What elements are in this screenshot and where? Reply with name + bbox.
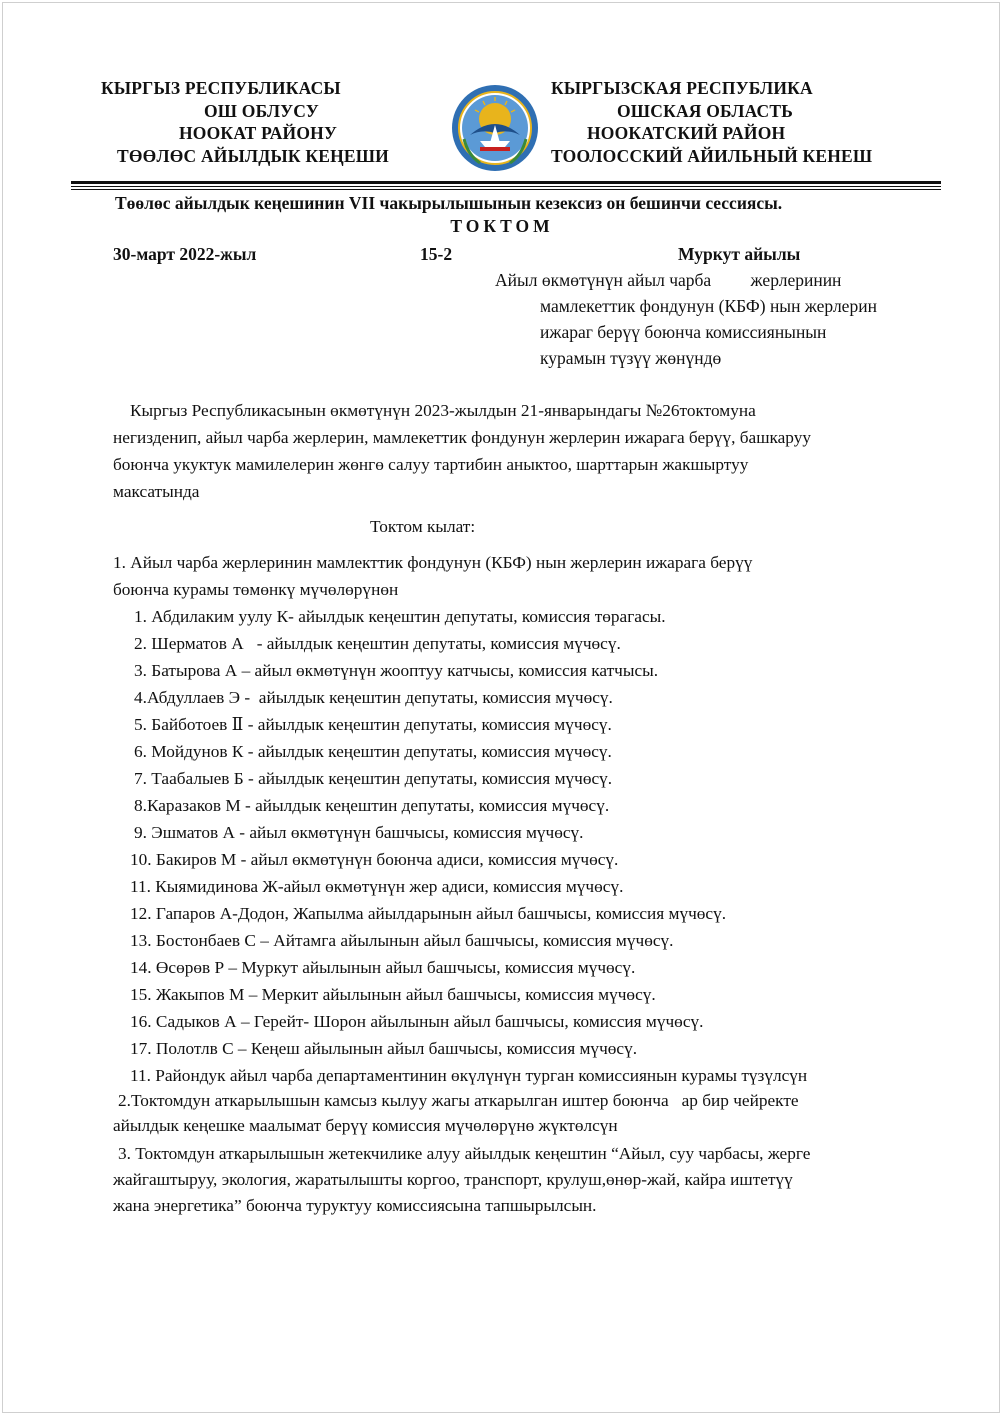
- member-item: 1. Абдилаким уулу К- айылдык кеңештин депутаты, комиссия төрагасы.: [134, 607, 666, 626]
- header-left-line: КЫРГЫЗ РЕСПУБЛИКАСЫ: [101, 78, 341, 98]
- member-item: 2. Шерматов А - айылдык кеңештин депутаты, комиссия мүчөсү.: [134, 634, 621, 653]
- header-right-line: ОШСКАЯ ОБЛАСТЬ: [617, 100, 794, 121]
- subject-line: курамын түзүү жөнүндө: [540, 348, 722, 368]
- header-left-block: [101, 77, 441, 167]
- header-divider-thick: [71, 181, 941, 184]
- header-right-line: КЫРГЫЗСКАЯ РЕСПУБЛИКА: [551, 78, 813, 98]
- member-item: 11. Райондук айыл чарба департаментинин өкүлүнүн турган комиссиянын курамы түзүлсүн: [130, 1066, 808, 1085]
- document-number: 15-2: [420, 244, 453, 264]
- member-item: 3. Батырова А – айыл өкмөтүнүн жооптуу катчысы, комиссия катчысы.: [134, 661, 659, 680]
- state-emblem-icon: [450, 83, 540, 173]
- point-1-line: 1. Айыл чарба жерлеринин мамлекттик фондунун (КБФ) нын жерлерин ижарага берүү: [113, 553, 753, 572]
- point-3-line: жайгаштыруу, экология, жаратылышты коргоо, транспорт, крулуш,өнөр-жай, кайра иштетүү: [113, 1170, 793, 1189]
- member-item: 4.Абдуллаев Э - айылдык кеңештин депутаты, комиссия мүчөсү.: [134, 688, 613, 707]
- document-place: Муркут айылы: [678, 244, 801, 264]
- point-3-line: 3. Токтомдун аткарылышын жетекчилике алуу айылдык кеңештин “Айыл, суу чарбасы, жерге: [118, 1144, 811, 1163]
- session-title: Төөлөс айылдык кеңешинин VII чакырылышынын кезексиз он бешинчи сессиясы.: [115, 193, 783, 213]
- header-divider-thin: [71, 186, 941, 187]
- point-2-line: 2.Токтомдун аткарылышын камсыз кылуу жагы аткарылган иштер боюнча ар бир чейректе: [118, 1091, 799, 1110]
- member-item: 7. Таабалыев Б - айылдык кеңештин депутаты, комиссия мүчөсү.: [134, 769, 613, 788]
- member-item: 15. Жакыпов М – Меркит айылынын айыл башчысы, комиссия мүчөсү.: [130, 985, 656, 1004]
- member-item: 6. Мойдунов К - айылдык кеңештин депутаты, комиссия мүчөсү.: [134, 742, 612, 761]
- member-item: 13. Бостонбаев С – Айтамга айылынын айыл башчысы, комиссия мүчөсү.: [130, 931, 674, 950]
- document-date: 30-март 2022-жыл: [113, 244, 257, 264]
- header-right-line: НООКАТСКИЙ РАЙОН: [587, 123, 786, 143]
- header-right-block: [551, 77, 951, 167]
- subject-line: мамлекеттик фондунун (КБФ) нын жерлерин: [540, 296, 877, 316]
- point-2-line: айылдык кеңешке маалымат берүү комиссия мүчөлөрүнө жүктөлсүн: [113, 1116, 618, 1135]
- preamble-line: максатында: [113, 482, 200, 501]
- subject-line: Айыл өкмөтүнүн айыл чарба жерлеринин: [495, 270, 842, 290]
- member-item: 9. Эшматов А - айыл өкмөтүнүн башчысы, комиссия мүчөсү.: [134, 823, 584, 842]
- point-1-line: боюнча курамы төмөнкү мүчөлөрүнөн: [113, 580, 399, 599]
- resolve-label: Токтом кылат:: [370, 517, 476, 536]
- member-item: 14. Өсөрөв Р – Муркут айылынын айыл башчысы, комиссия мүчөсү.: [130, 958, 636, 977]
- member-item: 11. Кыямидинова Ж-айыл өкмөтүнүн жер адиси, комиссия мүчөсү.: [130, 877, 624, 896]
- point-3-line: жана энергетика” боюнча туруктуу комиссиясына тапшырылсын.: [113, 1196, 597, 1215]
- document-title: ТОКТОМ: [450, 216, 554, 236]
- document-page: [2, 2, 1000, 1413]
- member-item: 17. Полотлв С – Кеңеш айылынын айыл башчысы, комиссия мүчөсү.: [130, 1039, 638, 1058]
- header-divider-thin: [71, 189, 941, 190]
- header-left-line: НООКАТ РАЙОНУ: [179, 123, 338, 143]
- preamble-line: боюнча укуктук мамилелерин жөнгө салуу тартибин аныктоо, шарттарын жакшыртуу: [113, 455, 749, 474]
- member-item: 12. Гапаров А-Додон, Жапылма айылдарынын айыл башчысы, комиссия мүчөсү.: [130, 904, 727, 923]
- member-item: 5. Байботоев Ⅱ - айылдык кеңештин депутаты, комиссия мүчөсү.: [134, 715, 612, 734]
- member-item: 8.Каразаков М - айылдык кеңештин депутаты, комиссия мүчөсү.: [134, 796, 610, 815]
- subject-line: ижараг берүү боюнча комиссиянынын: [540, 322, 827, 342]
- preamble-line: Кыргыз Республикасынын өкмөтүнүн 2023-жылдын 21-январындагы №26токтомуна: [130, 401, 756, 420]
- member-item: 10. Бакиров М - айыл өкмөтүнүн боюнча адиси, комиссия мүчөсү.: [130, 850, 619, 869]
- member-item: 16. Садыков А – Герейт- Шорон айылынын айыл башчысы, комиссия мүчөсү.: [130, 1012, 704, 1031]
- preamble-line: негизденип, айыл чарба жерлерин, мамлекеттик фондунун жерлерин ижарага берүү, башкаруу: [113, 428, 811, 447]
- header-left-line: ОШ ОБЛУСУ: [204, 100, 319, 121]
- header-right-line: ТООЛОССКИЙ АЙИЛЬНЫЙ КЕНЕШ: [551, 145, 873, 166]
- header-left-line: ТӨӨЛӨС АЙЫЛДЫК КЕҢЕШИ: [117, 145, 389, 166]
